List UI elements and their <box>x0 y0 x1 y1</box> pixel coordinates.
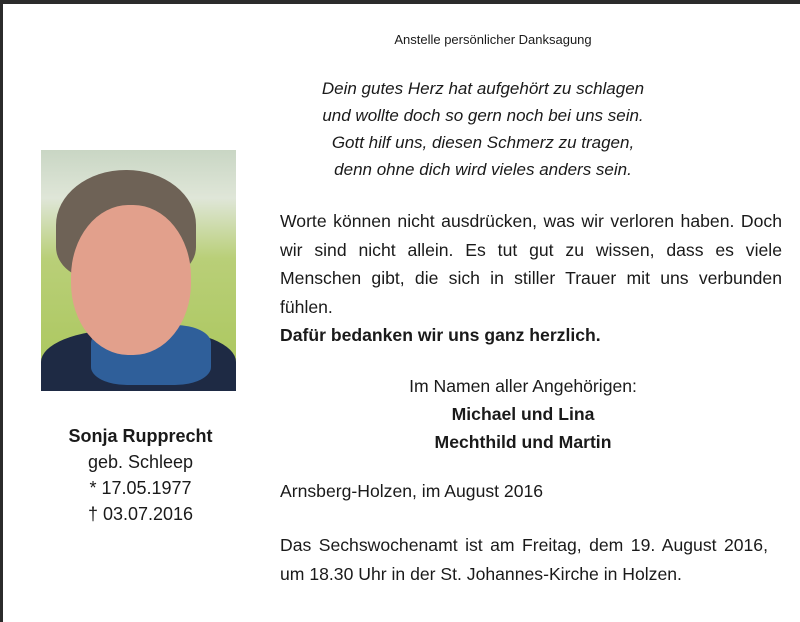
poem-line: Gott hilf uns, diesen Schmerz zu tragen, <box>331 133 635 152</box>
poem-line: denn ohne dich wird vieles anders sein. <box>334 160 632 179</box>
portrait-photo <box>41 150 236 391</box>
thanks-line: Dafür bedanken wir uns ganz herzlich. <box>280 325 601 345</box>
poem-line: Dein gutes Herz hat aufgehört zu schlagen <box>321 79 645 98</box>
birth-date: * 17.05.1977 <box>89 478 192 498</box>
notice-heading: Anstelle persönlicher Danksagung <box>394 32 592 47</box>
maiden-name: geb. Schleep <box>87 452 194 472</box>
thanks-message <box>280 207 782 350</box>
poem-line: und wollte doch so gern noch bei uns sein. <box>322 106 644 125</box>
signature-intro: Im Namen aller Angehörigen: <box>409 376 637 396</box>
place-date: Arnsberg-Holzen, im August 2016 <box>280 481 544 501</box>
signature <box>323 372 723 456</box>
signature-names: Michael und Lina <box>451 404 595 424</box>
death-date: † 03.07.2016 <box>87 504 194 524</box>
obituary-notice <box>3 4 800 622</box>
service-info: Das Sechswochenamt ist am Freitag, dem 19. August 2016, um 18.30 Uhr in der St. Johannes-Kirche in Holzen. <box>280 535 768 584</box>
message-text: Worte können nicht ausdrücken, was wir verloren haben. Doch wir sind nicht allein. Es tut gut zu wissen, dass es viele Menschen gibt, die sich in stiller Trauer mit uns verbunden fühlen. <box>280 211 782 317</box>
deceased-name: Sonja Rupprecht <box>68 426 213 446</box>
signature-names: Mechthild und Martin <box>434 432 612 452</box>
deceased-info <box>43 423 238 527</box>
poem <box>273 75 693 183</box>
